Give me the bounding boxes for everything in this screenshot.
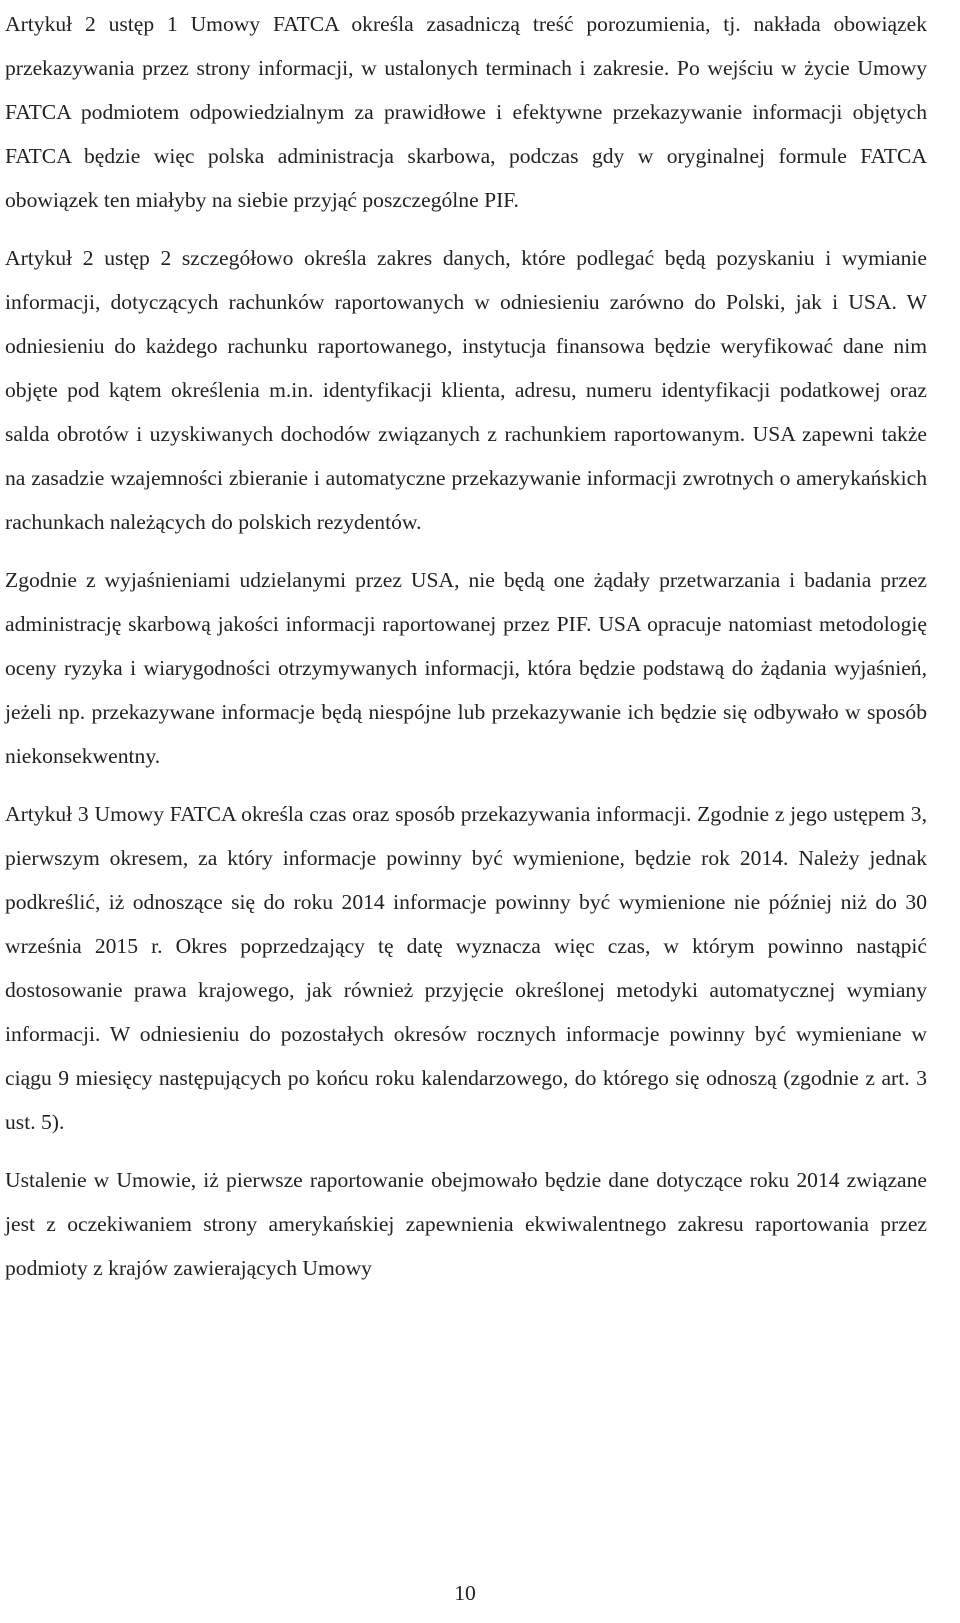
paragraph-reporting-2014: Ustalenie w Umowie, iż pierwsze raportowanie obejmowało będzie dane dotyczące roku 2014 związane jest z oczekiwaniem strony amerykańskiej zapewnienia ekwiwalentnego zakresu raportowania przez podmioty z krajów zawierających Umowy (5, 1168, 927, 1280)
paragraph-article-3: Artykuł 3 Umowy FATCA określa czas oraz sposób przekazywania informacji. Zgodnie z jego ustępem 3, pierwszym okresem, za który informacje powinny być wymienione, będzie rok 2014. Należy jednak podkreślić, iż odnoszące się do roku 2014 informacje powinny być wymienione nie później niż do 30 września 2015 r. Okres poprzedzający tę datę wyznacza więc czas, w którym powinno nastąpić dostosowanie prawa krajowego, jak również przyjęcie określonej metodyki automatycznej wymiany informacji. W odniesieniu do pozostałych okresów rocznych informacje powinny być wymieniane w ciągu 9 miesięcy następujących po końcu roku kalendarzowego, do którego się odnoszą (zgodnie z art. 3 ust. 5). (5, 802, 927, 1134)
page-number: 10 (454, 1581, 476, 1605)
paragraph-article-2-1: Artykuł 2 ustęp 1 Umowy FATCA określa zasadniczą treść porozumienia, tj. nakłada obowiązek przekazywania przez strony informacji, w ustalonych terminach i zakresie. Po wejściu w życie Umowy FATCA podmiotem odpowiedzialnym za prawidłowe i efektywne przekazywanie informacji objętych FATCA będzie więc polska administracja skarbowa, podczas gdy w oryginalnej formule FATCA obowiązek ten miałyby na siebie przyjąć poszczególne PIF. (5, 12, 927, 212)
paragraph-usa-clarifications: Zgodnie z wyjaśnieniami udzielanymi przez USA, nie będą one żądały przetwarzania i badania przez administrację skarbową jakości informacji raportowanej przez PIF. USA opracuje natomiast metodologię oceny ryzyka i wiarygodności otrzymywanych informacji, która będzie podstawą do żądania wyjaśnień, jeżeli np. przekazywane informacje będą niespójne lub przekazywanie ich będzie się odbywało w sposób niekonsekwentny. (5, 568, 927, 768)
paragraph-article-2-2: Artykuł 2 ustęp 2 szczegółowo określa zakres danych, które podlegać będą pozyskaniu i wymianie informacji, dotyczących rachunków raportowanych w odniesieniu zarówno do Polski, jak i USA. W odniesieniu do każdego rachunku raportowanego, instytucja finansowa będzie weryfikować dane nim objęte pod kątem określenia m.in. identyfikacji klienta, adresu, numeru identyfikacji podatkowej oraz salda obrotów i uzyskiwanych dochodów związanych z rachunkiem raportowanym. USA zapewni także na zasadzie wzajemności zbieranie i automatyczne przekazywanie informacji zwrotnych o amerykańskich rachunkach należących do polskich rezydentów. (5, 246, 927, 534)
